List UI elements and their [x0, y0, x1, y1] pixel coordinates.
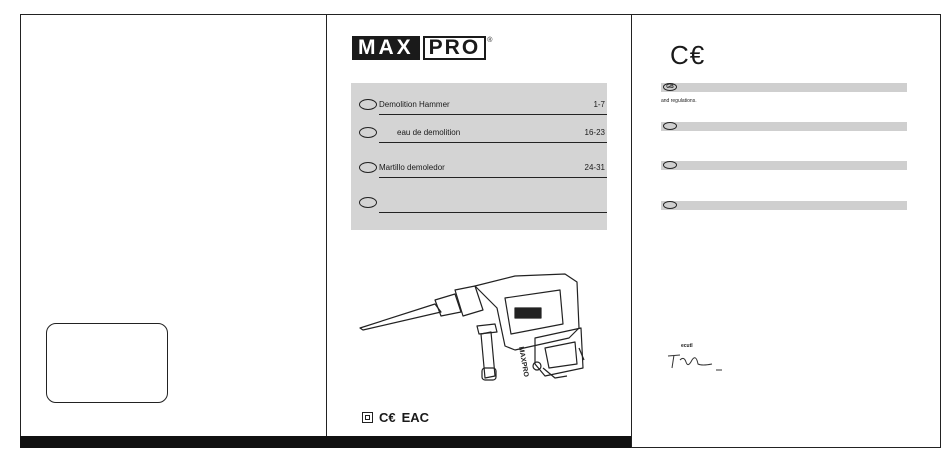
- signature-image: [666, 350, 726, 374]
- contents-box: [351, 83, 607, 230]
- toc-title: Demolition Hammer: [379, 100, 450, 109]
- ce-mark-large: C€: [670, 40, 706, 70]
- ce-mark-small: C€: [379, 410, 396, 425]
- panel-divider-left: [326, 14, 327, 448]
- toc-row: [351, 187, 607, 215]
- declaration-bar: [661, 161, 907, 170]
- eac-mark: EAC: [401, 410, 430, 425]
- language-oval-icon: [663, 122, 677, 130]
- product-label-box: [46, 323, 168, 403]
- language-oval-icon: [359, 99, 377, 110]
- toc-pages: 1-7: [593, 100, 605, 109]
- language-oval-icon: [663, 161, 677, 169]
- declaration-bar: [661, 83, 907, 92]
- regulations-text: and regulations.: [661, 98, 697, 104]
- language-badge: GB: [663, 83, 677, 91]
- demolition-hammer-illustration: [355, 268, 585, 388]
- tool-body-label: MAXPRO: [517, 346, 530, 378]
- language-oval-icon: [359, 197, 377, 208]
- registered-mark: ®: [487, 37, 493, 44]
- toc-title: eau de demolition: [397, 128, 461, 137]
- toc-rule: [379, 142, 607, 143]
- logo-max: MAX: [352, 36, 420, 60]
- toc-pages: 16-23: [584, 128, 605, 137]
- toc-row: [351, 117, 607, 145]
- language-oval-icon: [663, 201, 677, 209]
- toc-row: [351, 89, 607, 117]
- language-oval-icon: [359, 127, 377, 138]
- panel-divider-right: [631, 14, 632, 448]
- double-insulation-icon: [362, 412, 373, 423]
- logo-pro: PRO: [423, 36, 487, 60]
- maxpro-logo: [352, 36, 492, 60]
- certification-marks: [362, 410, 429, 425]
- declaration-bar: [661, 201, 907, 210]
- bottom-black-bar: [20, 436, 631, 448]
- declaration-bar: [661, 122, 907, 131]
- language-oval-icon: [359, 162, 377, 173]
- signer-label: ecutl: [681, 343, 693, 349]
- toc-rule: [379, 177, 607, 178]
- toc-row: [351, 152, 607, 180]
- toc-rule: [379, 114, 607, 115]
- toc-title: Martillo demoledor: [379, 163, 445, 172]
- toc-rule: [379, 212, 607, 213]
- toc-pages: 24-31: [584, 163, 605, 172]
